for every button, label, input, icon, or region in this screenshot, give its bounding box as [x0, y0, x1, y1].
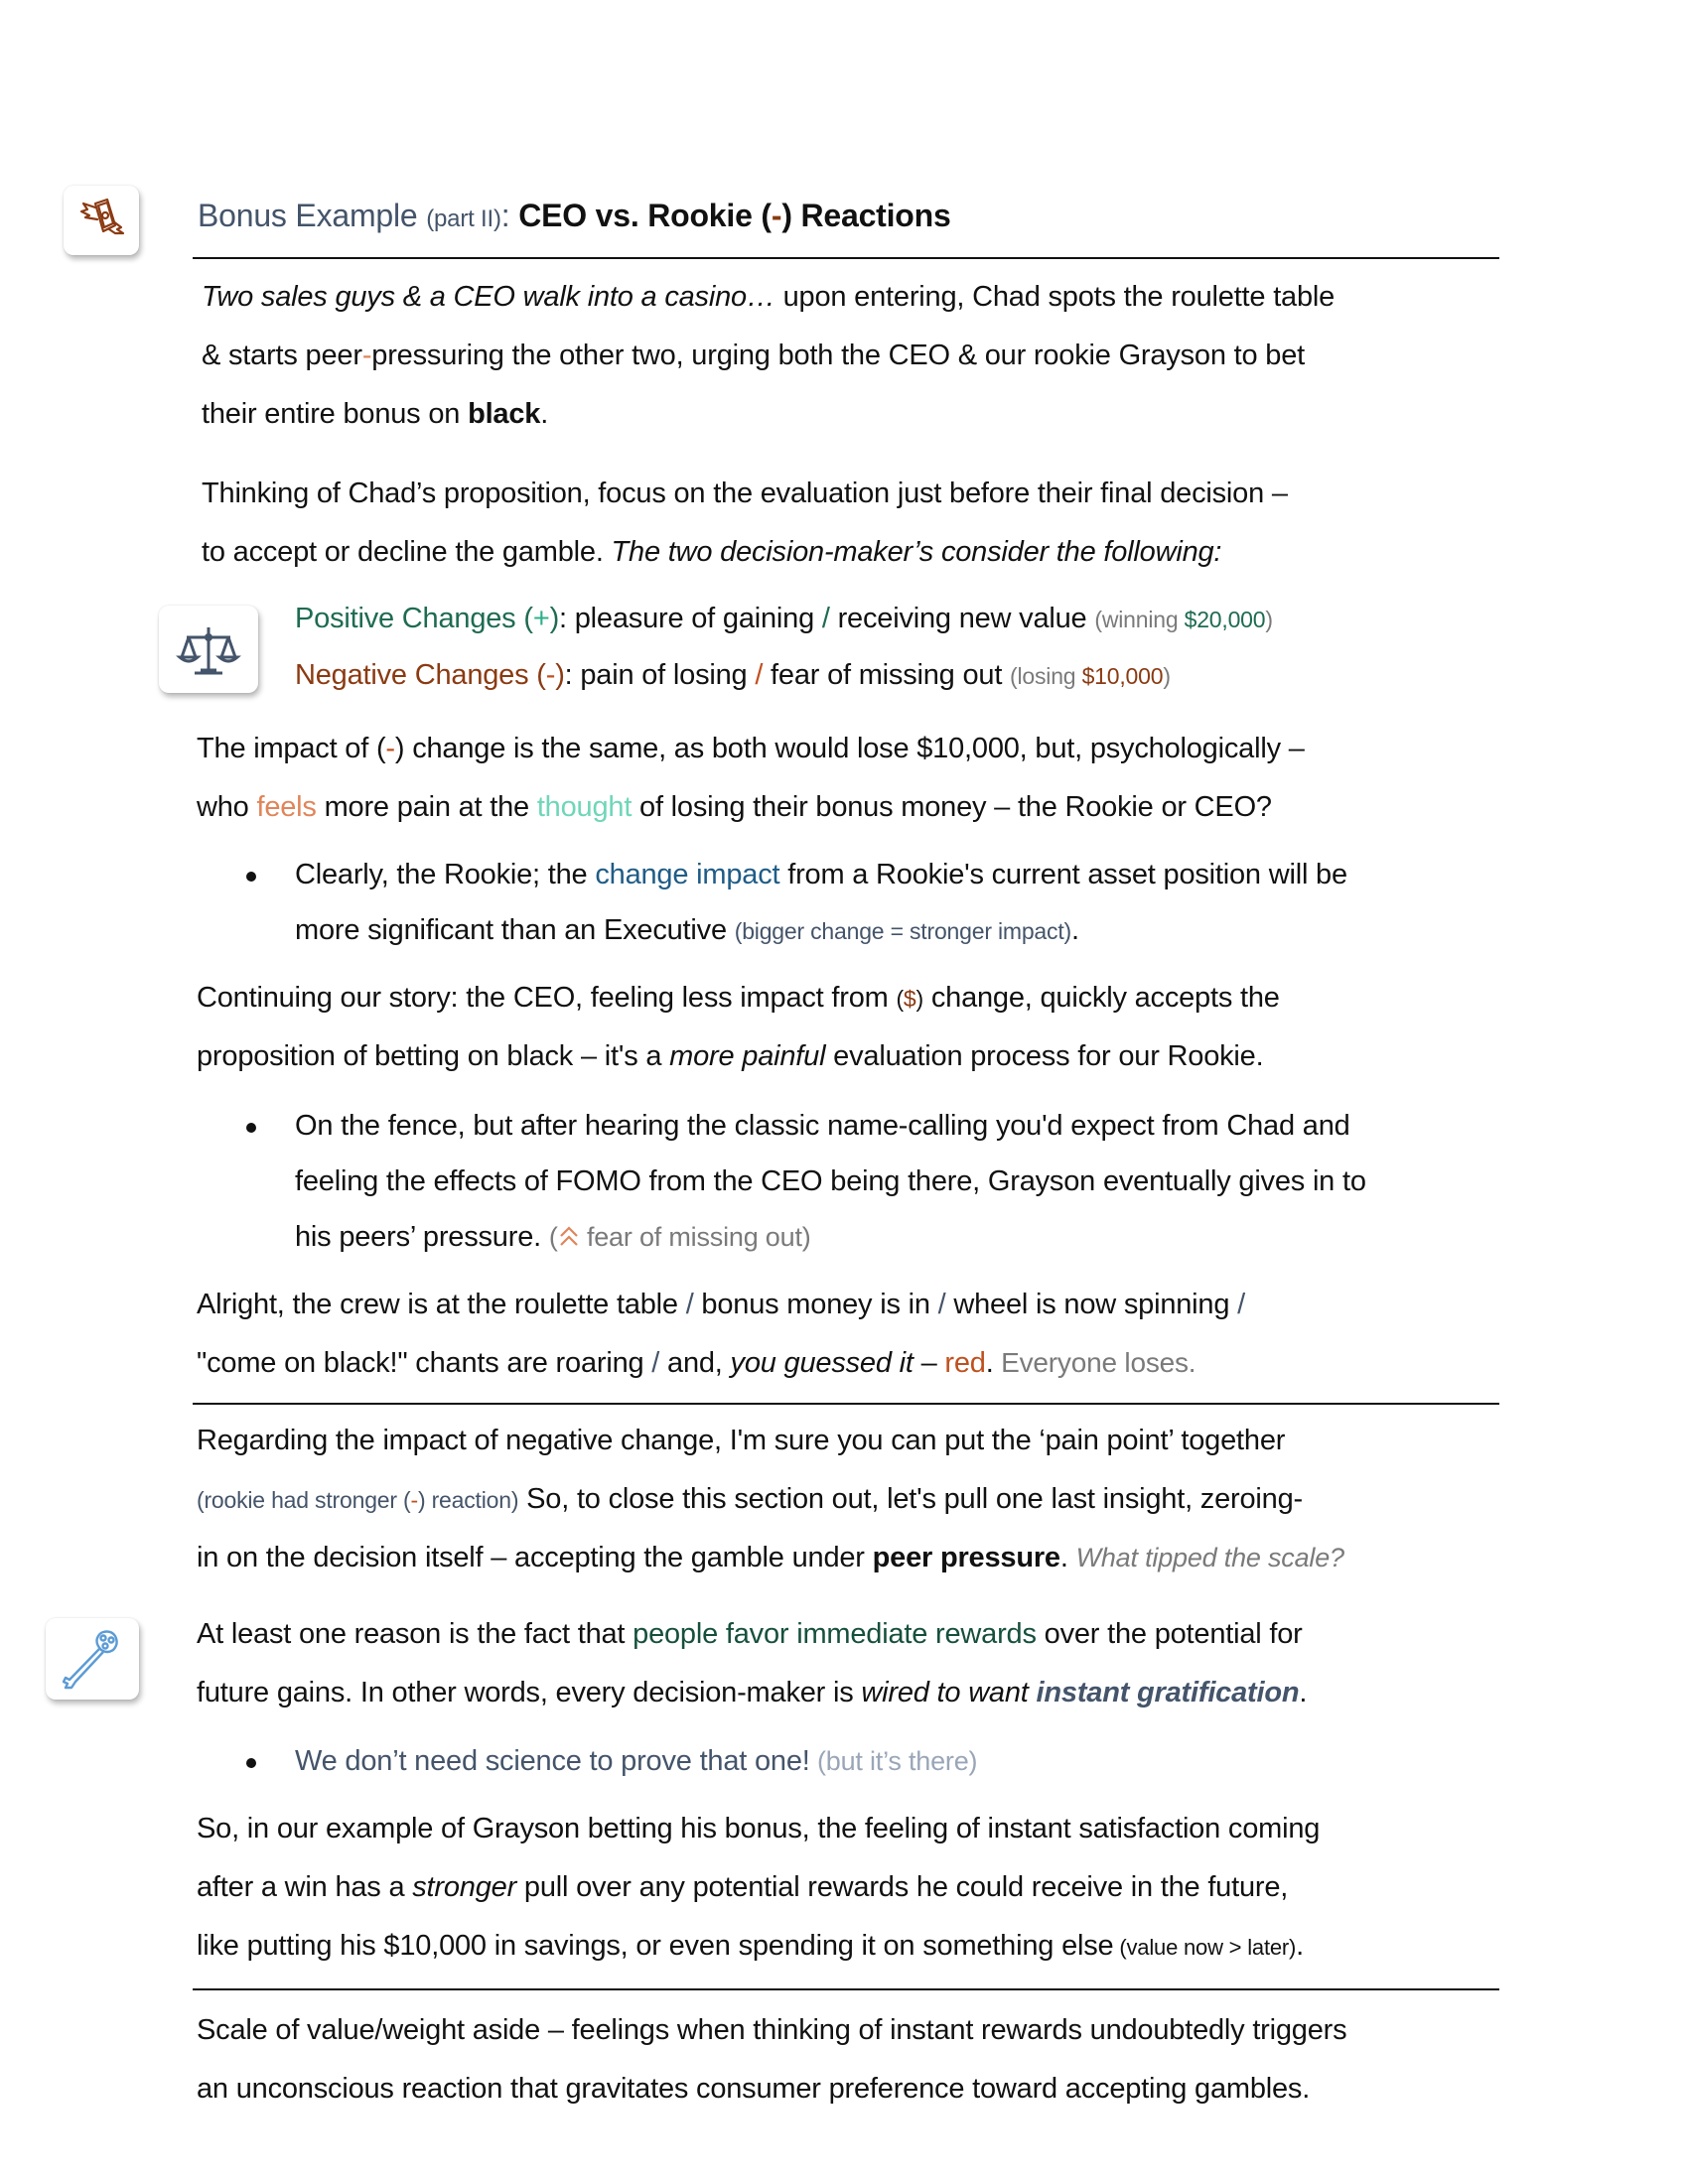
- p6-line2: [197, 1482, 1303, 1517]
- bullet1-line1: [295, 858, 1347, 891]
- p5-slash: /: [937, 1289, 946, 1320]
- pos-note-b: ): [1265, 607, 1273, 632]
- p3-l2b: more pain at the: [316, 791, 537, 823]
- b2-l2: feeling the effects of FOMO from the CEO being there, Grayson eventually gives in to: [295, 1165, 1366, 1197]
- p5-dot: .: [985, 1347, 994, 1379]
- neg-note-a: (losing: [1010, 663, 1082, 689]
- p5-l1b: bonus money is in: [693, 1289, 938, 1320]
- p8-l2b: pull over any potential rewards he could receive in the future,: [516, 1871, 1289, 1903]
- pos-b: receiving new value: [829, 603, 1095, 634]
- bullet2-line3: [295, 1220, 811, 1254]
- p3-feels: feels: [256, 791, 317, 823]
- p4-italic: more painful: [669, 1040, 826, 1072]
- heading-title-a: CEO vs. Rookie (: [518, 198, 772, 233]
- b1-l1b: from a Rookie's current asset position will be: [779, 859, 1347, 890]
- heading-title-b: ) Reactions: [781, 198, 951, 233]
- p1-l3a: their entire bonus on: [202, 398, 469, 430]
- flying-money-icon: [64, 186, 139, 255]
- neg-label: Negative Changes (: [295, 659, 546, 691]
- p4-paren-a: (: [896, 986, 904, 1012]
- p1-l3end: .: [540, 398, 549, 430]
- b1-end: .: [1070, 914, 1079, 946]
- p6-l2b: So, to close this section out, let's pull one last insight, zeroing-: [518, 1483, 1303, 1515]
- pos-label: Positive Changes (: [295, 603, 533, 634]
- b3-main: We don’t need science to prove that one!: [295, 1745, 810, 1777]
- pos-sign: +: [532, 603, 550, 634]
- pos-note-a: (winning: [1094, 607, 1185, 632]
- b1-change-impact: change impact: [595, 859, 780, 890]
- double-chevron-up-icon: [558, 1224, 580, 1250]
- p8-l1: So, in our example of Grayson betting his bonus, the feeling of instant satisfaction coming: [197, 1813, 1321, 1844]
- b3-note: (but it’s there): [809, 1746, 978, 1776]
- p3-minus: -: [385, 733, 395, 764]
- p5-slash: /: [651, 1347, 660, 1379]
- p1-dash: -: [361, 340, 372, 371]
- p5-line2: [197, 1346, 1196, 1380]
- p7-line1: [197, 1617, 1303, 1651]
- p1-black: black: [468, 398, 541, 430]
- neg-a: : pain of losing: [564, 659, 756, 691]
- p1-line3: [202, 397, 548, 431]
- p7-green: people favor immediate rewards: [633, 1618, 1037, 1650]
- divider-top: [193, 257, 1499, 259]
- p3-l1b: ) change is the same, as both would lose $10,000, but, psychologically –: [394, 733, 1305, 764]
- p6-line3: [197, 1541, 1344, 1574]
- positive-changes: [295, 602, 1273, 636]
- b2-l3a: his peers’ pressure.: [295, 1221, 549, 1253]
- p4-l2a: proposition of betting on black – it's a: [197, 1040, 670, 1072]
- p7-line2: [197, 1676, 1307, 1709]
- p6-dot: .: [1059, 1542, 1076, 1573]
- neg-note-b: ): [1163, 663, 1171, 689]
- p6-line1: [197, 1424, 1285, 1457]
- divider-bottom: [193, 1988, 1499, 1990]
- p4-line1: [197, 981, 1280, 1016]
- p8-l2a: after a win has a: [197, 1871, 413, 1903]
- neg-note-amt: $10,000: [1081, 663, 1164, 689]
- p5-l2a: "come on black!" chants are roaring: [197, 1347, 652, 1379]
- p9-l1: Scale of value/weight aside – feelings when thinking of instant rewards undoubtedly triggers: [197, 2014, 1347, 2046]
- bullet2-line2: [295, 1164, 1366, 1198]
- p4-line2: [197, 1039, 1263, 1073]
- p6-note-minus: -: [410, 1487, 418, 1513]
- p8-line2: [197, 1870, 1288, 1904]
- p4-l1b: change, quickly accepts the: [922, 982, 1280, 1014]
- divider-middle: [193, 1403, 1499, 1405]
- p4-paren-b: ): [915, 986, 923, 1012]
- negative-changes: [295, 658, 1171, 693]
- b1-note: (bigger change = stronger impact): [734, 918, 1071, 944]
- balance-scale-icon: [159, 606, 258, 693]
- p5-red: red: [944, 1347, 986, 1379]
- p3-l2c: of losing their bonus money – the Rookie or CEO?: [632, 791, 1272, 823]
- p1-l2a: & starts peer: [202, 340, 362, 371]
- p5-slash: /: [685, 1289, 694, 1320]
- p8-italic: stronger: [412, 1871, 517, 1903]
- p5-italic: you guessed it: [730, 1347, 914, 1379]
- p5-l2b: and,: [659, 1347, 731, 1379]
- p3-l2a: who: [197, 791, 257, 823]
- heading-colon: :: [500, 198, 510, 233]
- p5-dash: –: [913, 1347, 945, 1379]
- p9-l2: an unconscious reaction that gravitates consumer preference toward accepting gambles.: [197, 2073, 1311, 2105]
- p3-line1: [197, 732, 1305, 765]
- neg-b: fear of missing out: [763, 659, 1011, 691]
- b1-l1a: Clearly, the Rookie; the: [295, 859, 596, 890]
- p7-space: [1029, 1677, 1037, 1708]
- p8-l3a: like putting his $10,000 in savings, or even spending it on something else: [197, 1930, 1114, 1962]
- p2-l1: Thinking of Chad’s proposition, focus on the evaluation just before their final decision –: [202, 478, 1288, 509]
- heading-title-minus: -: [771, 198, 782, 233]
- p6-l1: Regarding the impact of negative change, I'm sure you can put the ‘pain point’ together: [197, 1425, 1286, 1456]
- bullet2-line1: [295, 1109, 1350, 1143]
- p2-line2: [202, 535, 1221, 569]
- b2-note: fear of missing out): [579, 1222, 811, 1252]
- p7-l1a: At least one reason is the fact that: [197, 1618, 633, 1650]
- p8-note: (value now > later): [1113, 1935, 1297, 1960]
- key-icon: [46, 1618, 139, 1700]
- p9-line2: [197, 2072, 1310, 2106]
- p3-thought: thought: [536, 791, 633, 823]
- p2-italic: The two decision-maker’s consider the following:: [611, 536, 1222, 568]
- p6-note-b: ) reaction): [417, 1487, 519, 1513]
- p1-rest: upon entering, Chad spots the roulette table: [774, 281, 1336, 313]
- p4-l2b: evaluation process for our Rookie.: [825, 1040, 1264, 1072]
- money-icon-box: [64, 186, 139, 255]
- bullet-dot: [246, 1123, 256, 1133]
- bullet-dot: [246, 1758, 256, 1768]
- p2-line1: [202, 477, 1288, 510]
- neg-close: ): [555, 659, 565, 691]
- p3-line2: [197, 790, 1272, 824]
- p6-note-a: (rookie had stronger (: [197, 1487, 411, 1513]
- section-heading: [198, 199, 951, 236]
- p1-line2: [202, 339, 1305, 372]
- p3-l1a: The impact of (: [197, 733, 386, 764]
- p7-l2a: future gains. In other words, every decision-maker is: [197, 1677, 862, 1708]
- b1-l2a: more significant than an Executive: [295, 914, 735, 946]
- p1-italic: Two sales guys & a CEO walk into a casino…: [202, 281, 775, 313]
- p6-italic: What tipped the scale?: [1075, 1543, 1344, 1572]
- p7-l1b: over the potential for: [1036, 1618, 1303, 1650]
- pos-a: : pleasure of gaining: [559, 603, 822, 634]
- p7-end: .: [1299, 1677, 1308, 1708]
- p7-italic: wired to want: [861, 1677, 1029, 1708]
- pos-close: ): [549, 603, 560, 634]
- p1-line1: [202, 280, 1335, 314]
- p4-l1a: Continuing our story: the CEO, feeling less impact from: [197, 982, 897, 1014]
- p8-line3: [197, 1929, 1304, 1965]
- heading-prefix: Bonus Example: [198, 198, 418, 233]
- p2-l2a: to accept or decline the gamble.: [202, 536, 612, 568]
- p5-l1c: wheel is now spinning: [945, 1289, 1238, 1320]
- key-icon-box: [46, 1618, 139, 1700]
- bullet3-line: [295, 1744, 977, 1778]
- p8-line1: [197, 1812, 1320, 1845]
- p5-line1: [197, 1288, 1245, 1321]
- p6-peer-pressure: peer pressure: [872, 1542, 1060, 1573]
- pos-note-amt: $20,000: [1184, 607, 1266, 632]
- p7-instant-gratification: instant gratification: [1036, 1677, 1300, 1708]
- p4-dollar: $: [903, 986, 916, 1012]
- bullet1-line2: [295, 913, 1079, 948]
- b2-l1: On the fence, but after hearing the classic name-calling you'd expect from Chad and: [295, 1110, 1350, 1142]
- p5-l1a: Alright, the crew is at the roulette table: [197, 1289, 686, 1320]
- neg-sign: -: [545, 659, 556, 691]
- p5-everyone-loses: Everyone loses.: [993, 1347, 1196, 1378]
- bullet-dot: [246, 872, 256, 882]
- heading-part: (part II): [426, 205, 501, 232]
- p8-end: .: [1296, 1930, 1305, 1962]
- p5-slash: /: [1237, 1289, 1245, 1320]
- p6-l3a: in on the decision itself – accepting the gamble under: [197, 1542, 873, 1573]
- p9-line1: [197, 2013, 1346, 2047]
- scale-icon-box: [159, 606, 258, 693]
- pos-slash: /: [821, 603, 830, 634]
- b2-open: (: [548, 1222, 558, 1252]
- neg-slash: /: [755, 659, 764, 691]
- p1-l2b: pressuring the other two, urging both the CEO & our rookie Grayson to bet: [371, 340, 1305, 371]
